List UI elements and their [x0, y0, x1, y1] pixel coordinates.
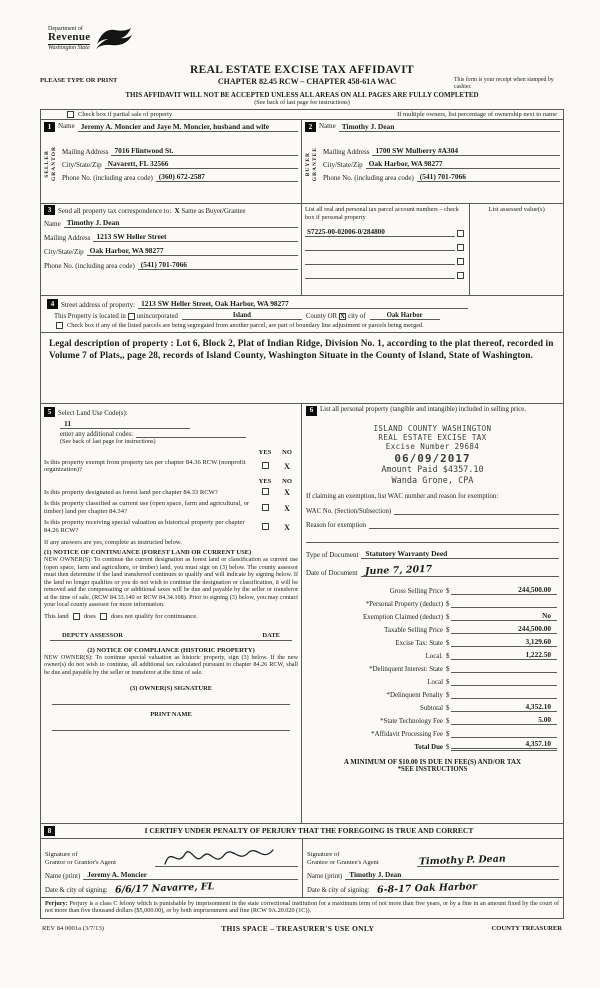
personal-property-label: List all personal property (tangible and intangible) included in selling price.: [320, 405, 526, 413]
footer-row: [40, 919, 564, 933]
amount-value: 5.00: [451, 715, 557, 725]
partial-sale-row: [41, 110, 563, 120]
city-state-zip-label: City/State/Zip: [323, 161, 363, 170]
buyer-role-strip: [302, 145, 320, 182]
property-address-section: [41, 296, 563, 333]
amount-row-taxable: [306, 621, 559, 634]
grantee-cert-cell: [302, 839, 563, 897]
amount-row-subtotal: [306, 699, 559, 712]
dollar-sign: $: [446, 744, 450, 752]
date-label: DATE: [262, 631, 280, 639]
grantee-signature-row: [307, 841, 559, 867]
city-state-zip-label: City/State/Zip: [62, 161, 102, 170]
amount-row-excise-state: [306, 634, 559, 647]
seller-role-word-1: SELLER: [44, 149, 50, 178]
dollar-sign: $: [446, 718, 450, 726]
seller-name-value: Jeremy A. Moncier and Jaye M. Moncier, husband and wife: [78, 122, 298, 132]
partial-sale-checkbox[interactable]: [67, 111, 74, 118]
personal-property-checkbox-2[interactable]: [457, 244, 464, 251]
seller-fields: [59, 145, 301, 182]
money-column: [302, 404, 563, 823]
amount-row-personal: [306, 595, 559, 608]
amount-value: [451, 690, 557, 699]
amount-value: [451, 664, 557, 673]
grantee-name-print-value: Timothy J. Dean: [345, 870, 559, 880]
phone-label: Phone No. (including area code): [323, 174, 414, 183]
correspondence-mail-row: [41, 231, 301, 242]
designation-question-grid: [44, 478, 298, 535]
deputy-assessor-label: DEPUTY ASSESSOR: [62, 631, 123, 639]
parcel-number-value: S7225-00-02006-0/284800: [305, 228, 455, 237]
exempt-question: Is this property exempt from property tax per chapter 84.36 RCW (nonprofit organization)?: [44, 458, 246, 474]
amount-row-exemption: [306, 608, 559, 621]
signature-of-label: Signature of: [45, 850, 78, 858]
assessed-values-header: List assessed value(s): [488, 206, 545, 214]
document-date-label: Date of Document: [306, 569, 358, 578]
certification-statement: I CERTIFY UNDER PENALTY OF PERJURY THAT THE FOREGOING IS TRUE AND CORRECT: [144, 826, 474, 836]
amount-label: Gross Selling Price: [389, 588, 443, 596]
county-treasurer-label: COUNTY TREASURER: [491, 925, 562, 933]
same-as-x-mark: X: [174, 206, 180, 216]
subtitle-row: [40, 77, 564, 90]
exemption-claim-note: If claiming an exemption, list WAC number and reason for exemption:: [306, 492, 499, 500]
correspondence-section: [41, 204, 563, 296]
segregated-label: Check box if any of the listed parcels are being segregated from another parcel, are part of boundary line adjustment or parcels being merged.: [67, 322, 424, 330]
grantor-agent-label: Grantor or Grantor's Agent: [45, 858, 116, 866]
owners-signature-line[interactable]: [52, 692, 290, 705]
correspondence-name-value: Timothy J. Dean: [64, 218, 298, 228]
stamp-date: 06/09/2017: [394, 451, 471, 465]
current-use-no-mark: X: [284, 503, 290, 513]
amount-row-delinquent-interest-local: [306, 673, 559, 686]
grantor-signature-label: [45, 851, 155, 867]
city-state-zip-label: City/State/Zip: [44, 248, 84, 257]
reason-exemption-blank[interactable]: [369, 520, 559, 529]
stamp-excise-number: Excise Number 29684: [385, 442, 480, 452]
amount-label: Subtotal: [420, 705, 443, 713]
document-date-row: [306, 565, 559, 577]
multiple-owners-note: If multiple owners, list percentage of ownership next to name: [397, 111, 557, 119]
send-correspondence-label: Send all property tax correspondence to:: [58, 207, 172, 216]
correspondence-send-row: [41, 204, 301, 215]
document-date-handwritten: June 7, 2017: [364, 563, 433, 578]
dollar-sign: $: [446, 666, 450, 674]
mailing-address-label: Mailing Address: [62, 148, 109, 157]
form-body: [40, 109, 564, 919]
receipt-note: This form is your receipt when stamped by cashier.: [454, 77, 554, 90]
parcel-number-blank[interactable]: [305, 270, 455, 279]
grantee-date-handwritten: 6-8-17 Oak Harbor: [376, 880, 477, 896]
forest-question: Is this property designated as forest land per chapter 84.33 RCW?: [44, 488, 218, 496]
parcel-number-blank[interactable]: [305, 242, 455, 251]
amount-label: Excise Tax: State: [395, 640, 443, 648]
amount-value: 4,352.10: [451, 702, 557, 712]
same-as-label: Same as Buyer/Grantee: [181, 208, 246, 216]
parcels-box: [302, 204, 563, 296]
if-yes-note: If any answers are yes, complete as instructed below.: [44, 538, 182, 546]
correspondence-csz-row: [41, 245, 301, 256]
correspondence-csz-value: Oak Harbor, WA 98277: [87, 246, 298, 256]
city-of-label: city of: [348, 313, 366, 321]
seller-body: [41, 145, 301, 182]
stamp-tax-line: REAL ESTATE EXCISE TAX: [378, 432, 487, 442]
seller-role-word-2: GRANTOR: [51, 146, 57, 182]
forest-no-mark: X: [284, 488, 290, 498]
select-land-use-label: Select Land Use Code(s):: [58, 409, 128, 417]
correspondence-mail-value: 1213 SW Heller Street: [93, 232, 298, 242]
buyer-box: [302, 120, 563, 204]
see-back-note: (See back of last page for instructions): [254, 99, 350, 107]
section-2-numbox: 2: [305, 122, 316, 132]
parties-section: [41, 120, 563, 204]
located-pre-label: This Property is located in: [54, 313, 126, 321]
seller-csz-row: [59, 158, 301, 169]
partial-sale-label: Check box if partial sale of property: [78, 111, 173, 119]
buyer-phone-value: (541) 701-7066: [417, 172, 560, 182]
document-date-cell: [361, 565, 559, 577]
revenue-logo: [48, 26, 133, 51]
amount-label: Local: [427, 679, 443, 687]
parcel-row-3: [305, 256, 466, 265]
section-1-numbox: 1: [44, 122, 55, 132]
dollar-sign: $: [446, 679, 450, 687]
amount-row-total-due: [306, 738, 559, 751]
amount-label: *Affidavit Processing Fee: [371, 731, 443, 739]
correspondence-phone-value: (541) 701-7066: [138, 260, 298, 270]
amount-value: 244,500.00: [451, 624, 557, 634]
amounts-table: [306, 582, 559, 751]
personal-property-checkbox-3[interactable]: [457, 258, 464, 265]
chapter-line: CHAPTER 82.45 RCW – CHAPTER 458-61A WAC: [217, 77, 397, 86]
additional-codes-row: [60, 431, 298, 438]
correspondence-fields: [41, 215, 301, 272]
exempt-yes-cell: [254, 462, 276, 471]
buyer-mail-row: [320, 145, 563, 156]
segregated-row: [54, 322, 560, 329]
historic-no-mark: X: [284, 522, 290, 532]
main-section: [41, 404, 563, 824]
buyer-role-word-2: GRANTEE: [312, 146, 318, 181]
unincorporated-checkbox[interactable]: [128, 313, 135, 320]
dollar-sign: $: [446, 653, 450, 661]
amount-row-excise-local: [306, 647, 559, 660]
historic-yes-checkbox[interactable]: [262, 523, 269, 530]
name-print-label: Name (print): [45, 872, 81, 880]
grantee-date-row: [307, 880, 559, 896]
phone-label: Phone No. (including area code): [62, 174, 153, 183]
buyer-role-word-1: BUYER: [305, 151, 311, 176]
reason-exemption-row: [306, 520, 559, 529]
amount-value: [451, 729, 557, 738]
wac-number-row: [306, 506, 559, 515]
seller-name-label: Name: [58, 122, 75, 131]
additional-codes-label: enter any additional codes:: [60, 430, 134, 438]
forest-yes-cell: [254, 488, 276, 497]
street-address-row: [44, 298, 560, 309]
grantor-date-row: [45, 880, 298, 896]
dollar-sign: $: [446, 731, 450, 739]
amount-label: Exemption Claimed (deduct): [363, 614, 443, 622]
warning-line: THIS AFFIDAVIT WILL NOT BE ACCEPTED UNLESS ALL AREAS ON ALL PAGES ARE FULLY COMPLETED: [125, 91, 479, 100]
buyer-csz-row: [320, 158, 563, 169]
grantor-cert-cell: [41, 839, 302, 897]
buyer-fields: [320, 145, 563, 182]
no-header: NO: [282, 478, 292, 486]
continuance-qualify-row: [44, 613, 298, 620]
treasurer-space-label: THIS SPACE – TREASURER'S USE ONLY: [221, 924, 375, 934]
land-use-header-row: [44, 406, 298, 417]
amount-row-technology-fee: [306, 712, 559, 725]
exempt-no-mark: X: [284, 461, 290, 471]
personal-property-checkbox-4[interactable]: [457, 272, 464, 279]
section-5-numbox: 5: [44, 407, 55, 417]
reason-exemption-row-2: [306, 534, 559, 543]
amount-row-gross: [306, 582, 559, 595]
section-3-numbox: 3: [44, 205, 55, 215]
amount-row-delinquent-interest-state: [306, 660, 559, 673]
does-label: does: [83, 612, 96, 620]
amount-value: 244,500.00: [451, 585, 557, 595]
amount-value: 1,222.50: [451, 650, 557, 660]
print-name-line[interactable]: [52, 718, 290, 731]
dollar-sign: $: [446, 601, 450, 609]
buyer-phone-row: [320, 171, 563, 182]
amount-row-delinquent-penalty: [306, 686, 559, 699]
city-name-value: Oak Harbor: [370, 312, 440, 320]
buyer-name-value: Timothy J. Dean: [339, 122, 560, 132]
dollar-sign: $: [446, 640, 450, 648]
legal-description-section: [41, 333, 563, 403]
stamp-county-line: ISLAND COUNTY WASHINGTON: [373, 423, 492, 433]
county-name-value: Island: [182, 312, 302, 320]
buyer-name-row: [302, 121, 563, 145]
city-checkbox[interactable]: X: [340, 312, 345, 320]
seller-name-row: [41, 121, 301, 145]
amount-label: *Personal Property (deduct): [365, 601, 443, 609]
form-header: [40, 26, 564, 64]
amount-label: *Delinquent Penalty: [386, 692, 443, 700]
page-title: REAL ESTATE EXCISE TAX AFFIDAVIT: [190, 64, 414, 76]
mailing-address-label: Mailing Address: [44, 234, 91, 243]
section-8-numbox: 8: [44, 826, 55, 836]
certification-header: [41, 824, 563, 839]
dollar-sign: $: [446, 692, 450, 700]
exempt-yes-checkbox[interactable]: [262, 462, 269, 469]
perjury-text: Perjury is a class C felony which is punishable by imprisonment in the state correctional institution for a maximum term of not more than five years, or by a fine in an amount fixed by the court of not more than five thousand dollars ($5,000.00), or by both imprisonment and fine (RCW 9A.20.020 (1C)).: [45, 899, 560, 915]
unincorporated-label: unincorporated: [136, 313, 178, 321]
parcel-numbers-header: List all real and personal tax parcel account numbers – check box if personal property: [305, 206, 459, 221]
forest-yes-checkbox[interactable]: [262, 488, 269, 495]
grantor-signature-row: [45, 841, 298, 867]
amount-value: 4,357.10: [451, 739, 557, 751]
yes-header: YES: [258, 478, 272, 486]
does-not-label: does not qualify for continuance.: [110, 612, 198, 620]
certification-section: [41, 824, 563, 898]
seller-csz-value: Navarett, FL 32566: [105, 159, 298, 169]
see-instructions-note: *SEE INSTRUCTIONS: [397, 766, 468, 774]
county-or-label: County OR: [305, 313, 338, 321]
date-city-label: Date & city of signing:: [307, 886, 370, 894]
personal-property-row: [306, 406, 559, 416]
current-use-yes-cell: [254, 504, 276, 513]
seller-mail-row: [59, 145, 301, 156]
deputy-assessor-line[interactable]: [50, 640, 292, 641]
grantee-signature-label: [307, 851, 417, 867]
document-type-label: Type of Document: [306, 551, 359, 560]
seller-phone-row: [59, 171, 301, 182]
wac-number-blank[interactable]: [394, 506, 559, 515]
amount-value: No: [451, 611, 557, 621]
logo-agency-label: Revenue: [48, 31, 91, 44]
grantor-date-cell: [111, 880, 298, 896]
dollar-sign: $: [446, 705, 450, 713]
grantee-agent-label: Grantee or Grantee's Agent: [307, 858, 379, 866]
legal-description-text: [49, 339, 557, 362]
wac-number-label: WAC No. (Section/Subsection): [306, 508, 392, 516]
seller-box: [41, 120, 302, 204]
stamp-amount-paid: Amount Paid $4357.10: [381, 465, 484, 476]
historic-yes-cell: [254, 523, 276, 532]
yes-header: YES: [258, 448, 272, 456]
logo-state-label: Washington State: [48, 44, 90, 51]
exempt-question-grid: [44, 449, 298, 475]
buyer-mail-value: 1700 SW Mulberry #A304: [372, 146, 560, 156]
dollar-sign: $: [446, 614, 450, 622]
amount-label: *Delinquent Interest: State: [369, 666, 443, 674]
does-not-checkbox[interactable]: [100, 613, 107, 620]
amount-label: Total Due: [414, 744, 443, 752]
land-use-code-value[interactable]: 11: [60, 419, 190, 429]
this-land-label: This land: [44, 612, 69, 620]
amount-value: [451, 599, 557, 608]
amount-value: 3,129.60: [451, 637, 557, 647]
land-use-column: [41, 404, 302, 823]
deputy-assessor-row: [62, 632, 280, 639]
street-address-label: Street address of property:: [61, 301, 136, 310]
street-address-value: 1213 SW Heller Street, Oak Harbor, WA 98277: [138, 299, 468, 309]
located-in-row: [54, 312, 560, 320]
stamp-cashier-name: Wanda Grone, CPA: [391, 476, 474, 487]
buyer-body: [302, 145, 563, 182]
notice-2-body: NEW OWNER(S): To continue special valuation as historic property, sign (3) below. If the new owner(s) do not wish to continue, all additional tax calculated pursuant to chapter 84.26 RCW, shall be due and payable by the seller or transferor at the time of sale.: [44, 653, 298, 677]
grantee-name-print-row: [307, 870, 559, 880]
notice-1-body: NEW OWNER(S): To continue the current designation as forest land or classification as current use (open space, farm and agriculture, or timber) land, you must sign on (3) below. The county assessor must then determine if the land transferred continues to qualify and will indicate by signing below. If the land no longer qualifies or you do not wish to continue the designation or classification, it will be removed and the compensating or additional taxes will be due and payable by the seller or transferor at the time of sale. (RCW 84.33.140 or RCW 84.34.108). Prior to signing (3) below, you may contact your local county assessor for more information.: [44, 555, 298, 609]
segregated-checkbox[interactable]: [56, 322, 63, 329]
dollar-sign: $: [446, 588, 450, 596]
seller-role-strip: [41, 145, 59, 182]
amount-value: [451, 677, 557, 686]
revenue-logo-text: [48, 26, 90, 51]
date-city-label: Date & city of signing:: [45, 886, 108, 894]
grantor-name-print-row: [45, 870, 298, 880]
amount-label: Local.: [425, 653, 443, 661]
personal-property-checkbox-1[interactable]: [457, 230, 464, 237]
notice-2-title: (2) NOTICE OF COMPLIANCE (HISTORIC PROPERTY): [87, 646, 255, 654]
grantor-name-print-value: Jeremy A. Moncier: [83, 870, 298, 880]
historic-question: Is this property receiving special valuation as historical property per chapter 84.26 RCW?: [44, 519, 245, 535]
buyer-name-label: Name: [319, 122, 336, 131]
section-4-numbox: 4: [47, 299, 58, 309]
grantor-date-handwritten: 6/6/17 Navarre, FL: [114, 880, 215, 896]
correspondence-phone-row: [41, 259, 301, 270]
no-header: NO: [282, 448, 292, 456]
grantor-signature-area[interactable]: [155, 845, 298, 867]
amount-row-processing-fee: [306, 725, 559, 738]
amount-label: Taxable Selling Price: [384, 627, 443, 635]
legal-description-label: Legal description of property :: [49, 339, 174, 350]
reason-exemption-blank-2[interactable]: [306, 534, 559, 543]
parcel-numbers-column: [302, 204, 470, 295]
perjury-label: Perjury:: [45, 899, 68, 907]
section-6-numbox: 6: [306, 406, 317, 416]
correspondence-box: [41, 204, 302, 296]
see-back-note-2: (See back of last page for instructions): [60, 437, 156, 445]
amount-label: *State Technology Fee: [380, 718, 443, 726]
document-type-row: [306, 549, 559, 559]
print-name-heading: PRINT NAME: [150, 710, 192, 718]
partial-sale-field: [65, 111, 172, 118]
please-type-note: PLEASE TYPE OR PRINT: [40, 77, 118, 84]
grantee-signature-area[interactable]: [417, 845, 559, 867]
treasurer-stamp: [306, 424, 559, 487]
logo-dept-label: Department of: [48, 26, 83, 32]
phone-label: Phone No. (including area code): [44, 262, 135, 271]
current-use-yes-checkbox[interactable]: [262, 504, 269, 511]
revenue-swoosh-icon: [93, 26, 133, 50]
form-revision-number: REV 84 0001a (3/7/13): [42, 925, 104, 933]
mailing-address-label: Mailing Address: [323, 148, 370, 157]
current-use-question: Is this property classified as current use (open space, farm and agricultural, or timber) land per chapter 84.34?: [44, 500, 250, 516]
dollar-sign: $: [446, 627, 450, 635]
grantor-signature-scribble-icon: [159, 844, 279, 870]
parcel-row-1: [305, 228, 466, 237]
buyer-csz-value: Oak Harbor, WA 98277: [366, 159, 560, 169]
legal-description-value: Lot 6, Block 2, Plat of Indian Ridge, Division No. 1, according to the plat thereof, recorded in Volume 7 of Plats,, page 28, records of Island County, Washington Situate in the County of Island, State of Washington.: [49, 339, 554, 361]
assessed-values-column: [470, 204, 563, 295]
signature-of-label: Signature of: [307, 850, 340, 858]
parcel-row-2: [305, 242, 466, 251]
grantee-signature-handwritten: Timothy P. Dean: [418, 853, 506, 868]
grantee-date-cell: [373, 880, 559, 896]
seller-mail-value: 7016 Flintwood St.: [111, 146, 298, 156]
correspondence-name-row: [41, 217, 301, 228]
parcel-number-blank[interactable]: [305, 256, 455, 265]
owners-signature-heading: (3) OWNER(S) SIGNATURE: [129, 684, 213, 692]
minimum-fee-note: A MINIMUM OF $10.00 IS DUE IN FEE(S) AND/OR TAX: [343, 758, 522, 767]
notice-1-title: (1) NOTICE OF CONTINUANCE (FOREST LAND OR CURRENT USE): [44, 548, 252, 556]
certification-grid: [41, 839, 563, 897]
reason-exemption-label: Reason for exemption: [306, 522, 367, 530]
document-type-value: Statutory Warranty Deed: [361, 549, 559, 559]
does-checkbox[interactable]: [73, 613, 80, 620]
seller-phone-value: (360) 672-2587: [156, 172, 298, 182]
name-print-label: Name (print): [307, 872, 343, 880]
name-label: Name: [44, 220, 61, 229]
perjury-note: [41, 898, 563, 919]
parcel-row-4: [305, 270, 466, 279]
